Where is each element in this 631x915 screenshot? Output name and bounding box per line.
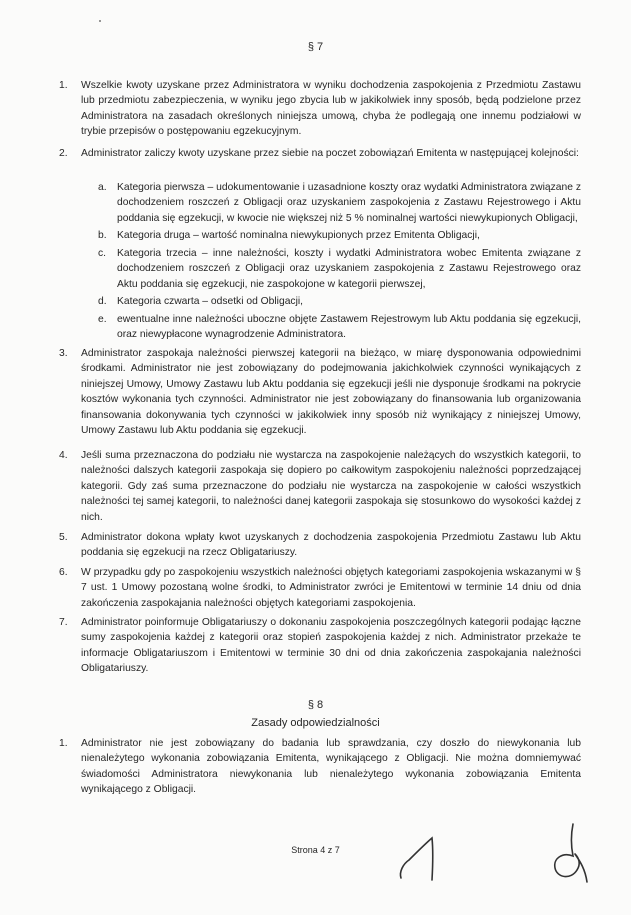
section-7-item-4 [59,448,581,525]
section-7-item-3 [59,346,581,438]
section-7-item-5 [59,530,581,561]
section-8-item-1 [59,736,581,798]
section-7-item-7 [59,615,581,677]
item-number: 1. [59,80,68,91]
section-7-title: § 7 [307,41,324,53]
item-number: 2. [59,148,68,159]
sub-text: ewentualne inne należności uboczne objęte Zastawem Rejestrowym lub Aktu poddania się egzekucji, oraz niewypłacone wynagrodzenie Administratora. [117,314,581,341]
category-d [87,294,581,309]
item-number: 6. [59,567,68,578]
item-number: 1. [59,738,68,749]
item-text: Wszelkie kwoty uzyskane przez Administratora w wyniku dochodzenia zaspokojenia z Przedmiotu Zastawu lub przedmiotu zabezpieczenia, w wyniku jego zbycia lub w jakikolwiek inny sposób, będą podzielone przez Administratora na zasadach określonych niniejsza umową, chyba że podlegają one innemu podziałowi w trybie przepisów o postępowaniu egzekucyjnym. [81,80,581,138]
item-number: 5. [59,532,68,543]
item-text: Administrator zaliczy kwoty uzyskane przez siebie na poczet zobowiązań Emitenta w następującej kolejności: [81,148,579,159]
item-text: W przypadku gdy po zaspokojeniu wszystkich należności objętych kategoriami zaspokojenia wskazanymi w § 7 ust. 1 Umowy pozostaną wolne środki, to Administrator zwróci je Emitentowi w terminie 14 dniu od dnia zakończenia zaspokajania należności objętych kategoriami zaspokojenia. [81,567,581,609]
item-text: Administrator zaspokaja należności pierwszej kategorii na bieżąco, w miarę dysponowania odpowiednimi środkami. Administrator nie jest zobowiązany do podejmowania jakichkolwiek czynności wynikających z niniejszej Umowy, Umowy Zastawu lub Aktu poddania się egzekucji jeśli nie dysponuje środkami na pokrycie kosztów wykonania tych czynności. Administrator nie jest zobowiązany do finansowania lub organizowania finansowania dokonywania tych czynności w jakikolwiek inny sposób niż wynikający z niniejszej Umowy, Umowy Zastawu lub Aktu poddania się egzekucji. [81,348,581,437]
item-text: Administrator nie jest zobowiązany do badania lub sprawdzania, czy doszło do niewykonania lub nienależytego wykonania zobowiązania Emitenta, wynikającego z Obligacji. Nie można domniemywać świadomości Administratora niewykonania lub nienależytego wykonania zobowiązania Emitenta wynikającego z Obligacji. [81,738,581,796]
signature-stroke [555,824,587,882]
section-7-item-2 [59,146,581,161]
sub-letter: e. [98,314,107,325]
category-c [87,246,581,292]
item-text: Administrator dokona wpłaty kwot uzyskanych z dochodzenia zaspokojenia Przedmiotu Zastawu lub Aktu poddania się egzekucji na rzecz Obligatariuszy. [81,532,581,559]
item-number: 4. [59,450,68,461]
sub-text: Kategoria trzecia – inne należności, koszty i wydatki Administratora wobec Emitenta związane z dochodzeniem roszczeń z Obligacji oraz uzyskaniem zaspokojenia z Zastawu Rejestrowego oraz Aktu poddania się egzekucji, nie zaspokojone w kategorii pierwszej, [117,248,581,290]
sub-text: Kategoria druga – wartość nominalna niewykupionych przez Emitenta Obligacji, [117,230,480,241]
sub-text: Kategoria czwarta – odsetki od Obligacji, [117,296,304,307]
section-8-title: § 8 [307,699,324,711]
sub-letter: b. [98,230,107,241]
sub-letter: c. [98,248,107,259]
category-b [87,228,581,243]
item-text: Administrator poinformuje Obligatariuszy o dokonaniu zaspokojenia poszczególnych kategorii podając łączne sumy zaspokojenia każdej z kategorii oraz stopień zaspokojenia każdej z nich. Administrator przekaże te informacje Obligatariuszom i Emitentowi w terminie 30 dni od dnia zakończenia zaspokajania należności Obligatariuszy. [81,617,581,675]
initials-signature-left [395,832,445,884]
section-8-subtitle: Zasady odpowiedzialności [251,717,380,729]
category-a [87,180,581,226]
item-number: 3. [59,348,68,359]
scan-speck [99,20,101,22]
category-e [87,312,581,343]
initials-signature-right [545,820,595,888]
item-number: 7. [59,617,68,628]
item-text: Jeśli suma przeznaczona do podziału nie wystarcza na zaspokojenie należących do wszystkich kategorii, to należności dalszych kategorii zaspokaja się dopiero po całkowitym zaspokojeniu należności poprzedzającej kategorii. Gdy zaś suma przeznaczone do podziału nie wystarcza na zaspokojenie w całości wszystkich należności tej samej kategorii, to należności danej kategorii zaspokaja się stosunkowo do wysokości każdej z nich. [81,450,581,523]
sub-letter: a. [98,182,107,193]
page-number: Strona 4 z 7 [291,845,340,855]
sub-text: Kategoria pierwsza – udokumentowanie i uzasadnione koszty oraz wydatki Administratora związane z dochodzeniem roszczeń z Obligacji oraz uzyskaniem zaspokojenia z Zastawu Rejestrowego i Aktu poddania się egzekucji, w kwocie nie większej niż 5 % nominalnej wartości niewykupionych Obligacji, [117,182,581,224]
section-7-item-1 [59,78,581,140]
section-7-item-6 [59,565,581,611]
signature-stroke [400,838,432,880]
sub-letter: d. [98,296,107,307]
